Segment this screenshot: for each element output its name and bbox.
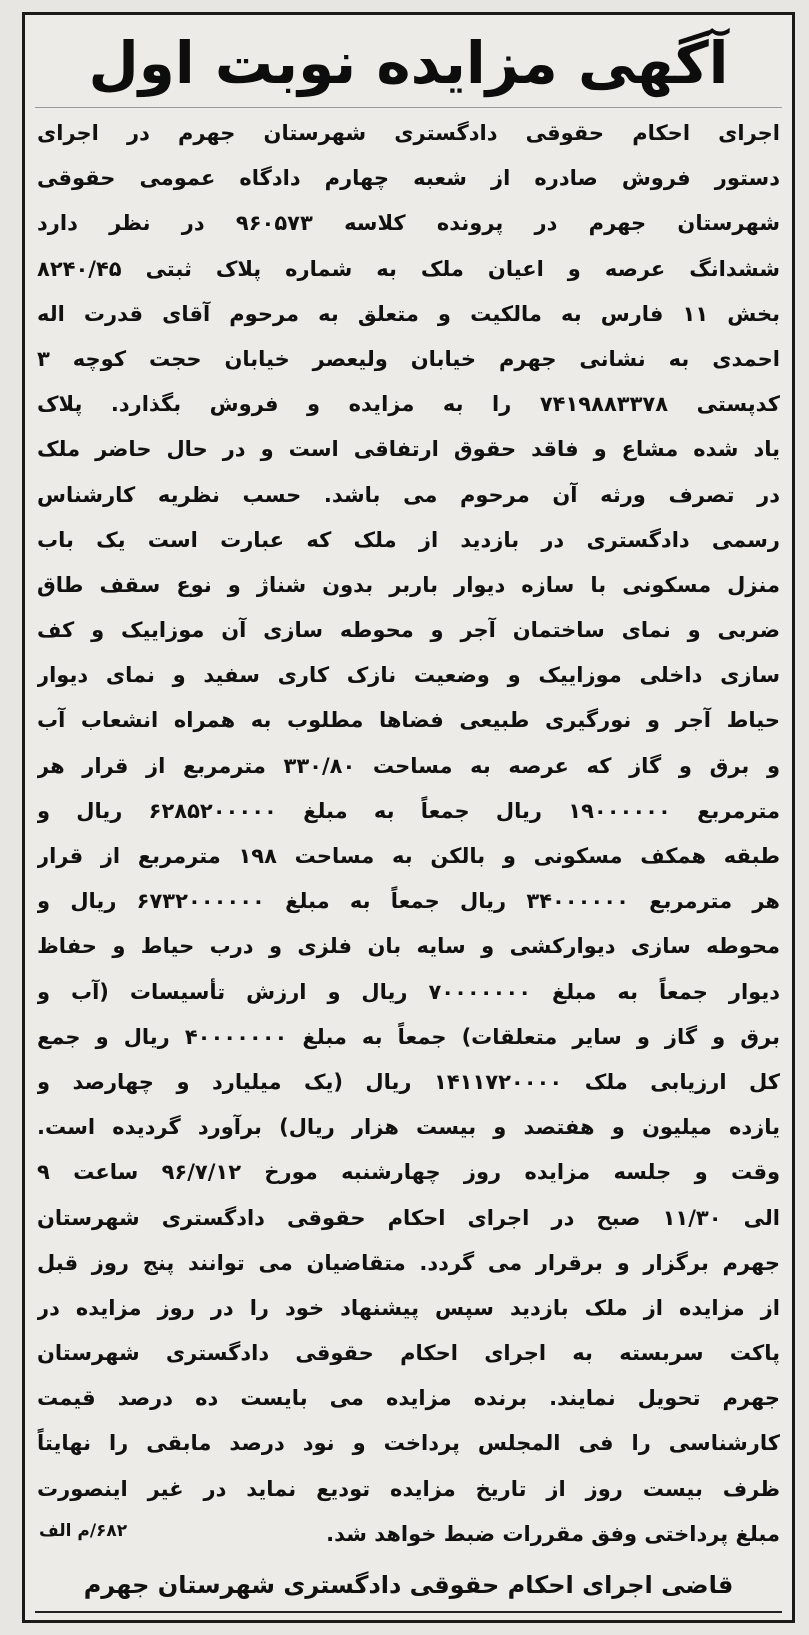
notice-line: از مزایده از ملک بازدید سپس پیشنهاد خود را در روز مزایده در xyxy=(37,1295,780,1320)
notice-line: کارشناسی را فی المجلس پرداخت و نود درصد مابقی را نهایتاً xyxy=(37,1431,780,1456)
notice-line: رسمی دادگستری در بازدید از ملک که عبارت است یک باب xyxy=(37,527,780,552)
notice-line: جهرم برگزار و برقرار می گردد. متقاضیان می توانند پنج روز قبل xyxy=(37,1250,780,1275)
notice-line: احمدی به نشانی جهرم خیابان ولیعصر خیابان حجت کوچه ۳ xyxy=(37,346,780,371)
reference-code: ۶۸۲/م الف xyxy=(39,1521,128,1541)
notice-line: الی ۱۱/۳۰ صبح در اجرای احکام حقوقی دادگستری شهرستان xyxy=(37,1205,780,1230)
notice-line: جهرم تحویل نمایند. برنده مزایده می بایست ده درصد قیمت xyxy=(37,1386,780,1411)
notice-line-final: مبلغ پرداختی وفق مقررات ضبط خواهد شد. xyxy=(326,1521,780,1546)
notice-line: ظرف بیست روز از تاریخ مزایده تودیع نماید در غیر اینصورت xyxy=(37,1476,780,1501)
notice-line: برق و گاز و سایر متعلقات) جمعاً به مبلغ ۴۰۰۰۰۰۰۰ ریال و جمع xyxy=(37,1024,780,1049)
notice-line: منزل مسکونی با سازه دیوار باربر بدون شناژ و نوع سقف طاق xyxy=(37,572,780,597)
notice-title: آگهی مزایده نوبت اول xyxy=(88,29,729,97)
notice-line: کدپستی ۷۴۱۹۸۸۳۳۷۸ را به مزایده و فروش بگذارد. پلاک xyxy=(37,392,780,417)
notice-line: طبقه همکف مسکونی و بالکن به مساحت ۱۹۸ مترمربع از قرار xyxy=(37,844,780,868)
notice-line: پاکت سربسته به اجرای احکام حقوقی دادگستری شهرستان xyxy=(37,1341,780,1366)
notice-line: دستور فروش صادره از شعبه چهارم دادگاه عمومی حقوقی xyxy=(37,166,780,191)
notice-line: دیوار جمعاً به مبلغ ۷۰۰۰۰۰۰۰ ریال و ارزش تأسیسات (آب و xyxy=(37,979,780,1004)
notice-line: کل ارزیابی ملک ۱۴۱۱۷۲۰۰۰۰ ریال (یک میلیارد و چهارصد و xyxy=(37,1069,780,1094)
signature-line: قاضی اجرای احکام حقوقی دادگستری شهرستان جهرم xyxy=(83,1571,734,1599)
notice-line: یاد شده مشاع و فاقد حقوق ارتفاقی است و در حال حاضر ملک xyxy=(37,437,780,462)
notice-line: محوطه سازی دیوارکشی و سایه بان فلزی و درب حیاط و حفاظ xyxy=(37,934,780,959)
notice-line: سازی داخلی موزاییک و وضعیت نازک کاری سفید و نمای دیوار xyxy=(37,663,780,688)
notice-line: ششدانگ عرصه و اعیان ملک به شماره پلاک ثبتی ۸۲۴۰/۴۵ xyxy=(37,256,780,281)
notice-line: ضربی و نمای ساختمان آجر و محوطه سازی آن موزاییک و کف xyxy=(37,618,780,643)
notice-line: اجرای احکام حقوقی دادگستری شهرستان جهرم در اجرای xyxy=(37,121,780,145)
notice-line: حیاط آجر و نورگیری طبیعی فضاها مطلوب به همراه انشعاب آب xyxy=(37,708,780,733)
bottom-divider xyxy=(35,1611,782,1613)
title-divider xyxy=(35,107,782,108)
notice-line: مترمربع ۱۹۰۰۰۰۰۰ ریال جمعاً به مبلغ ۶۲۸۵۲۰۰۰۰۰ ریال و xyxy=(37,798,780,823)
notice-line: بخش ۱۱ فارس به مالکیت و متعلق به مرحوم آقای قدرت اله xyxy=(37,301,780,326)
notice-line: شهرستان جهرم در پرونده کلاسه ۹۶۰۵۷۳ در نظر دارد xyxy=(37,211,780,236)
notice-line: یازده میلیون و هفتصد و بیست هزار ریال) برآورد گردیده است. xyxy=(37,1115,780,1140)
notice-line: در تصرف ورثه آن مرحوم می باشد. حسب نظریه کارشناس xyxy=(37,482,780,507)
notice-body xyxy=(37,111,780,1557)
notice-line: هر مترمربع ۳۴۰۰۰۰۰۰ ریال جمعاً به مبلغ ۶۷۳۲۰۰۰۰۰۰ ریال و xyxy=(37,889,780,914)
notice-line: وقت و جلسه مزایده روز چهارشنبه مورخ ۹۶/۷/۱۲ ساعت ۹ xyxy=(37,1160,780,1185)
notice-line: و برق و گاز که عرصه به مساحت ۳۳۰/۸۰ مترمربع از قرار هر xyxy=(37,753,780,778)
auction-notice-frame xyxy=(22,12,795,1623)
